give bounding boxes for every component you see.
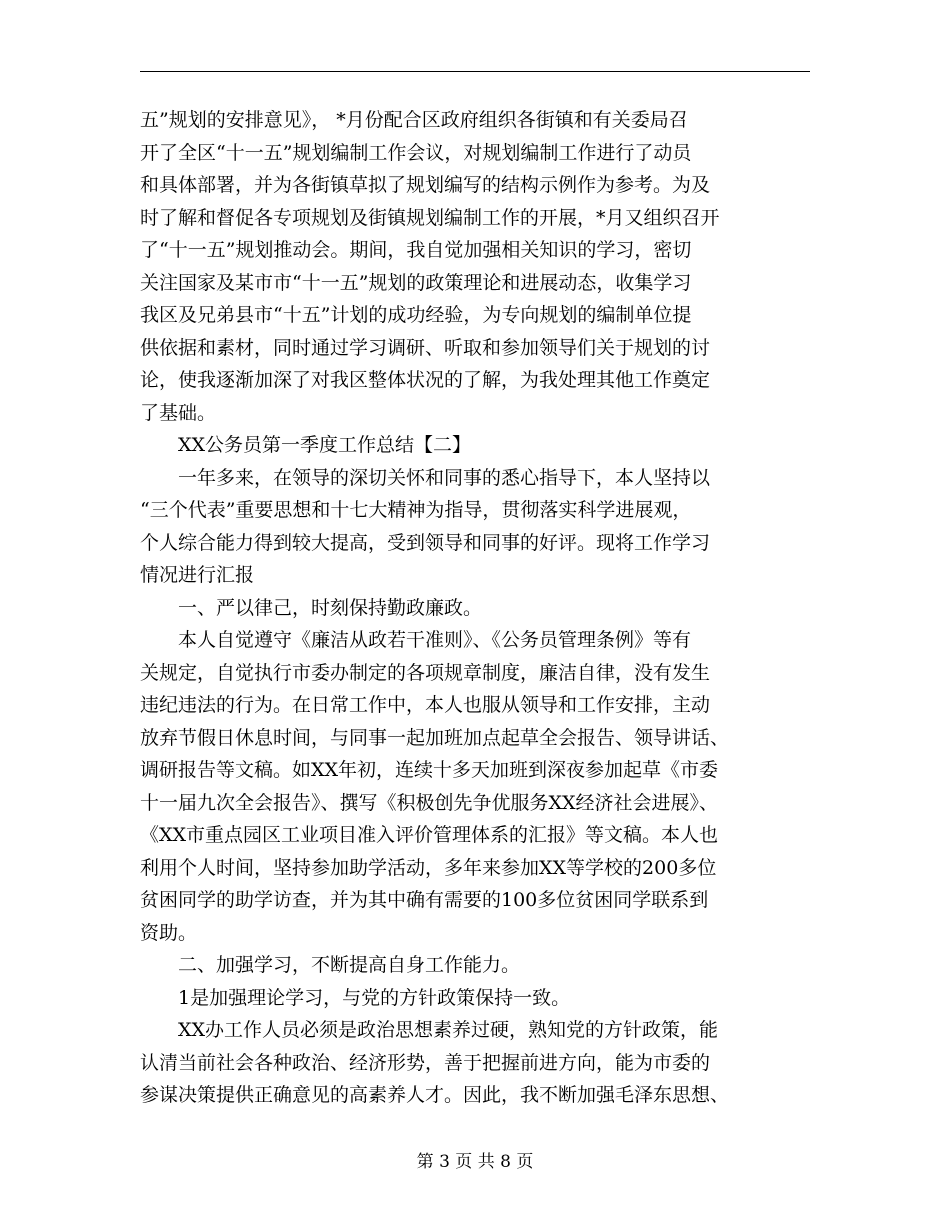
text-line: 五”规划的安排意见》， *月份配合区政府组织各街镇和有关委局召 (140, 109, 688, 131)
text-line: 《XX市重点园区工业项目准入评价管理体系的汇报》等文稿。本人也 (140, 824, 719, 846)
text-line: 开了全区“十一五”规划编制工作会议，对规划编制工作进行了动员 (140, 141, 692, 164)
text-line: 贫困同学的助学访查，并为其中确有需要的100多位贫困同学联系到 (140, 889, 709, 911)
text-line: 1是加强理论学习，与党的方针政策保持一致。 (178, 986, 571, 1009)
text-line: 本人自觉遵守《廉洁从政若干准则》、《公务员管理条例》等有 (178, 629, 692, 651)
text-line: 关注国家及某市市“十一五”规划的政策理论和进展动态，收集学习 (140, 271, 692, 294)
text-line: 利用个人时间，坚持参加助学活动，多年来参加XX等学校的200多位 (140, 856, 717, 879)
text-line: 违纪违法的行为。在日常工作中，本人也服从领导和工作安排，主动 (140, 694, 711, 716)
text-line: 二、加强学习，不断提高自身工作能力。 (178, 954, 521, 976)
text-line: 一年多来，在领导的深切关怀和同事的悉心指导下，本人坚持以 (178, 466, 711, 489)
text-line: 个人综合能力得到较大提高，受到领导和同事的好评。现将工作学习 (140, 531, 711, 554)
text-line: 我区及兄弟县市“十五”计划的成功经验，为专向规划的编制单位提 (140, 304, 692, 326)
text-line: 供依据和素材，同时通过学习调研、听取和参加领导们关于规划的讨 (140, 336, 711, 359)
text-line: 调研报告等文稿。如XX年初，连续十多天加班到深夜参加起草《市委 (140, 759, 719, 781)
text-line: 关规定，自觉执行市委办制定的各项规章制度，廉洁自律，没有发生 (140, 661, 711, 684)
text-line: “三个代表”重要思想和十七大精神为指导，贯彻落实科学进展观， (140, 499, 692, 521)
text-line: 资助。 (140, 921, 198, 944)
text-line: 论，使我逐渐加深了对我区整体状况的了解，为我处理其他工作奠定 (140, 369, 711, 391)
text-line: 一、严以律己，时刻保持勤政廉政。 (178, 596, 483, 619)
text-line: 时了解和督促各专项规划及街镇规划编制工作的开展，*月又组织召开 (140, 206, 720, 229)
document-body (140, 104, 810, 1112)
text-line: 认清当前社会各种政治、经济形势，善于把握前进方向，能为市委的 (140, 1051, 711, 1074)
text-line: 了基础。 (140, 401, 217, 424)
text-line: 情况进行汇报 (140, 564, 255, 586)
page-footer: 第 3 页 共 8 页 (416, 1152, 534, 1172)
text-line: XX公务员第一季度工作总结【二】 (178, 434, 472, 456)
header-rule (140, 71, 810, 72)
text-line: 参谋决策提供正确意见的高素养人才。因此，我不断加强毛泽东思想、 (140, 1084, 730, 1106)
text-line: 十一届九次全会报告》、撰写《积极创先争优服务XX经济社会进展》、 (140, 791, 719, 814)
text-line: 和具体部署，并为各街镇草拟了规划编写的结构示例作为参考。为及 (140, 174, 711, 196)
text-line: XX办工作人员必须是政治思想素养过硬，熟知党的方针政策，能 (178, 1019, 719, 1041)
text-line: 了“十一五”规划推动会。期间，我自觉加强相关知识的学习，密切 (140, 239, 692, 261)
text-line: 放弃节假日休息时间，与同事一起加班加点起草全会报告、领导讲话、 (140, 726, 730, 749)
